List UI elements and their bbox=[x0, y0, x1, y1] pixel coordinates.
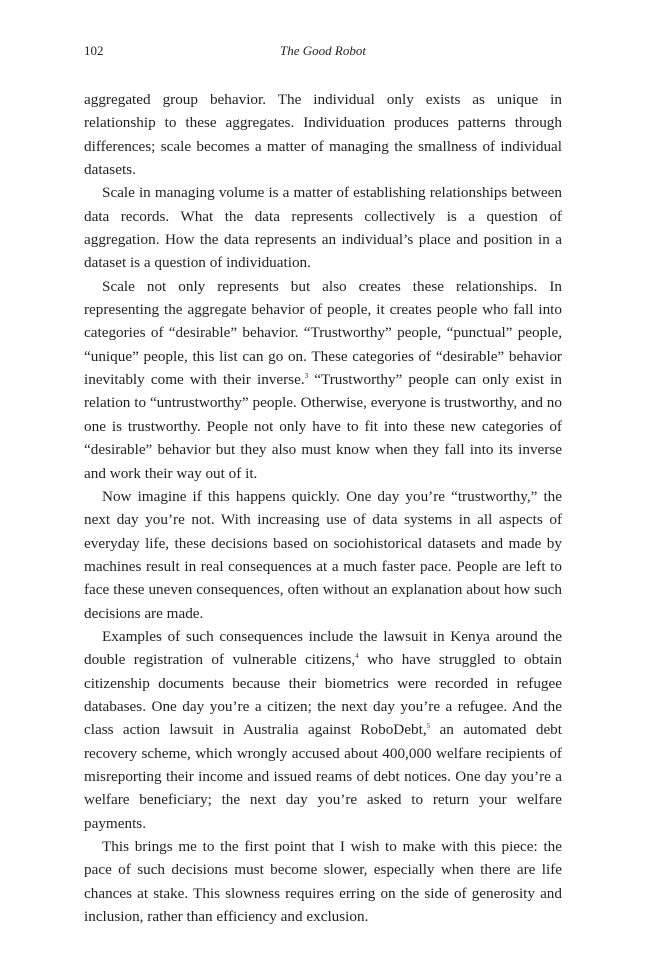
running-title: The Good Robot bbox=[280, 43, 366, 58]
paragraph-text: “Trustworthy” people can only exist in relation to “untrustworthy” people. Otherwise, everyone is trustworthy, and no one is trustworthy. People not only have to fit into these new categories of “desirable” behavior but they also must know when they fall into its inverse and work their way out of it. bbox=[84, 371, 562, 482]
paragraph bbox=[84, 275, 562, 485]
paragraph-text: an automated debt recovery scheme, which wrongly accused about 400,000 welfare recipients of misreporting their income and issued reams of debt notices. One day you’re a welfare beneficiary; the next day you’re asked to return your welfare payments. bbox=[84, 721, 562, 832]
paragraph bbox=[84, 181, 562, 274]
paragraph-text: aggregated group behavior. The individual only exists as unique in relationship to these aggregates. Individuation produces patterns through differences; scale becomes a matter of managing the smallness of individual datasets. bbox=[84, 91, 562, 179]
footnote-marker[interactable]: 5 bbox=[426, 722, 431, 731]
paragraph bbox=[84, 88, 562, 181]
paragraph bbox=[84, 625, 562, 835]
page-number: 102 bbox=[84, 43, 104, 58]
page-header bbox=[84, 43, 562, 63]
paragraph-text: This brings me to the first point that I wish to make with this piece: the pace of such decisions must become slower, especially when there are life chances at stake. This slowness requires erring on the side of generosity and inclusion, rather than efficiency and exclusion. bbox=[84, 838, 562, 926]
paragraph bbox=[84, 835, 562, 928]
paragraph-text: Scale not only represents but also creates these relationships. In representing the aggregate behavior of people, it creates people who fall into categories of “desirable” behavior. “Trustworthy” people, “punctual” people, “unique” people, this list can go on. These categories of “desirable” behavior inevitably come with their inverse. bbox=[84, 277, 562, 389]
paragraph bbox=[84, 485, 562, 625]
paragraph-text: Examples of such consequences include the lawsuit in Kenya around the double registration of vulnerable citizens, bbox=[84, 627, 562, 669]
footnote-marker[interactable]: 4 bbox=[355, 652, 359, 661]
footnote-marker[interactable]: 3 bbox=[304, 372, 309, 381]
body-text bbox=[84, 88, 562, 928]
paragraph-text: Now imagine if this happens quickly. One day you’re “trustworthy,” the next day you’re not. With increasing use of data systems in all aspects of everyday life, these decisions based on sociohistorical datasets and made by machines result in real consequences at a much faster pace. People are left to face these uneven consequences, often without an explanation about how such decisions are made. bbox=[84, 487, 562, 622]
paragraph-text: who have struggled to obtain citizenship documents because their biometrics were recorded in refugee databases. One day you’re a citizen; the next day you’re a refugee. And the class action lawsuit in Australia against RoboDebt, bbox=[84, 651, 562, 739]
paragraph-text: Scale in managing volume is a matter of establishing relationships between data records. What the data represents collectively is a question of aggregation. How the data represents an individual’s place and position in a dataset is a question of individuation. bbox=[84, 184, 562, 272]
